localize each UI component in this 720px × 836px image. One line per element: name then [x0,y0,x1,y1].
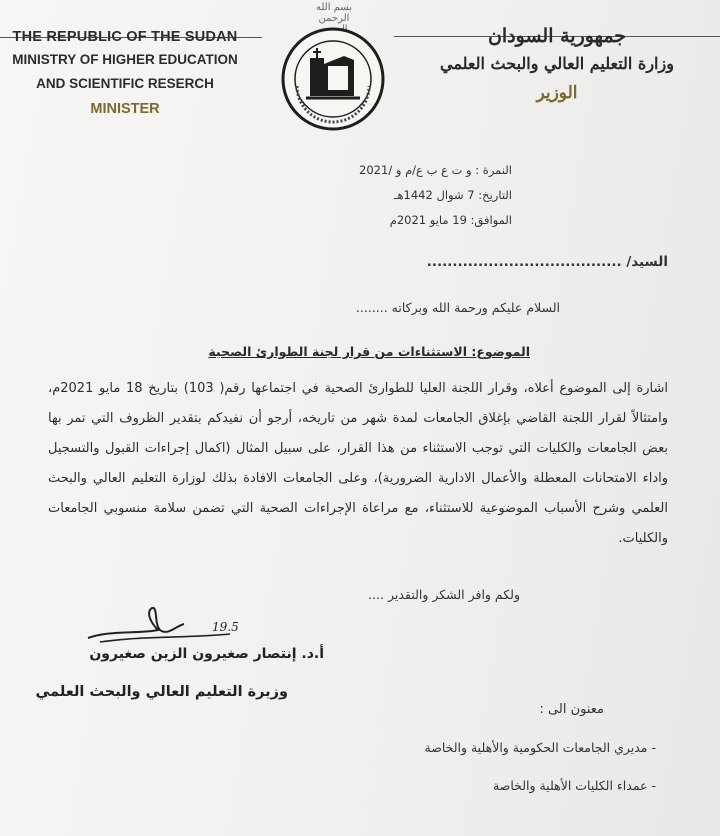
signer-title: وزيرة التعليم العالي والبحث العلمي [35,684,288,700]
reference-number: النمرة : و ت ع ب ع/م و /2021 [359,163,512,177]
bismillah-text: بسم الله الرحمن [315,2,353,24]
ministry-seal-icon [280,26,386,132]
greeting-line: السلام عليكم ورحمة الله وبركاته ........ [355,300,560,315]
cc-heading: معنون الى : [539,702,604,717]
reference-date-gregorian: الموافق: 19 مايو 2021م [389,213,512,227]
subject-line: الموضوع: الاستثناءات من قرار لجنة الطوارئ الصحية [208,344,530,359]
signature-date: 19.5 [212,620,239,634]
signer-name: أ.د. إنتصار صغيرون الزين صغيرون [89,646,324,662]
cc-item: - مديري الجامعات الحكومية والأهلية والخاصة [424,740,656,755]
closing-line: ولكم وافر الشكر والتقدير .... [368,587,520,602]
english-letterhead [0,26,250,122]
english-ministry-line1: MINISTRY OF HIGHER EDUCATION [12,52,238,67]
arabic-minister: الوزير [536,83,578,103]
addressee-line: السيد/ ...................................... [426,254,668,270]
english-minister: MINISTER [90,101,160,117]
english-country: THE REPUBLIC OF THE SUDAN [12,29,238,45]
arabic-country: جمهورية السودان [487,25,627,47]
cc-item: - عمداء الكليات الأهلية والخاصة [493,778,656,793]
letter-body: اشارة إلى الموضوع أعلاه، وقرار اللجنة العليا للطوارئ الصحية في اجتماعها رقم( 103) بتاريخ 18 مايو 2021م، وامتثالاً لقرار اللجنة القاضي بإغلاق الجامعات لمدة شهر من تاريخه، أرجو أن نفيدكم بتقدير الظروف التي تمر بها بعض الجامعات والكليات التي توجب الاستثناء من هذا القرار، على سبيل المثال (اكمال إجراءات القبول والتسجيل واداء الامتحانات المعطلة والأعمال الادارية الضرورية)، وعلى الجامعات الافادة بذلك لوزارة التعليم العالي والبحث العلمي وشرح الأسباب الموضوعية للاستثناء، مع مراعاة الإجراءات الصحية التي تضمن سلامة منسوبي الجامعات والكليات. [48,381,668,546]
english-ministry-line2: AND SCIENTIFIC RESERCH [36,76,214,91]
reference-date-hijri: التاريخ: 7 شوال 1442هـ [394,188,512,202]
arabic-ministry: وزارة التعليم العالي والبحث العلمي [440,54,674,73]
reference-block [252,158,512,233]
arabic-letterhead [402,22,712,108]
